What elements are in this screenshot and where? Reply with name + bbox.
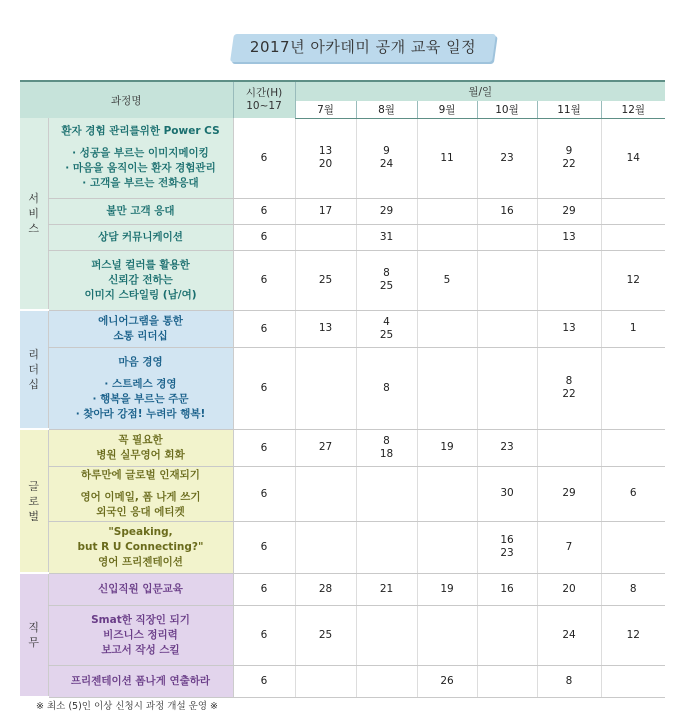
date-cell <box>537 429 601 466</box>
date-value: 8 <box>629 582 637 595</box>
date-value: 7 <box>565 540 573 553</box>
date-cell <box>537 250 601 310</box>
date-cell <box>295 573 356 605</box>
date-cell <box>417 347 477 429</box>
date-cell <box>356 605 417 665</box>
date-cell <box>601 347 665 429</box>
table-row <box>20 429 665 466</box>
date-cell <box>417 605 477 665</box>
course-name-cell <box>48 224 233 250</box>
date-value: 19 <box>440 441 454 453</box>
course-line: 소통 리더십 <box>113 329 168 342</box>
category-cell <box>20 429 48 573</box>
table-row <box>20 573 665 605</box>
date-cell <box>477 466 537 521</box>
category-label: 서비스 <box>28 192 40 235</box>
date-cell <box>417 118 477 198</box>
date-value: 26 <box>440 674 454 687</box>
date-cell <box>477 224 537 250</box>
date-value: 13 <box>562 322 576 334</box>
table-row <box>20 665 665 697</box>
course-line: · 고객을 부르는 전화응대 <box>82 177 199 190</box>
hours-cell: 6 <box>233 310 295 347</box>
course-line: 꼭 필요한 <box>118 433 163 446</box>
course-name-cell <box>48 347 233 429</box>
date-cell <box>295 347 356 429</box>
date-cell <box>477 521 537 573</box>
date-value: 25 <box>318 273 333 286</box>
date-value: 19 <box>440 582 454 595</box>
header-month: 10월 <box>477 101 537 118</box>
date-cell <box>356 224 417 250</box>
date-cell <box>477 198 537 224</box>
date-cell <box>537 665 601 697</box>
course-name-cell <box>48 573 233 605</box>
header-hours-label: 시간(H) <box>245 87 283 99</box>
date-cell <box>601 118 665 198</box>
course-name-cell <box>48 310 233 347</box>
header-hours <box>233 81 295 118</box>
date-cell <box>417 250 477 310</box>
date-cell <box>295 250 356 310</box>
table-row <box>20 466 665 521</box>
date-value: 9 <box>565 145 573 157</box>
date-value: 18 <box>379 447 394 460</box>
date-cell <box>477 347 537 429</box>
course-line: · 찾아라 강점! 누려라 행복! <box>75 407 206 420</box>
date-cell <box>295 224 356 250</box>
date-value: 16 <box>500 204 514 217</box>
header-month: 7월 <box>295 101 356 118</box>
date-value: 22 <box>562 388 576 400</box>
category-label: 직무 <box>28 621 40 649</box>
date-value: 22 <box>562 158 576 170</box>
date-cell <box>477 429 537 466</box>
hours-cell: 6 <box>233 665 295 697</box>
header-month: 8월 <box>356 101 417 118</box>
date-cell <box>417 224 477 250</box>
date-cell <box>356 429 417 466</box>
date-cell <box>295 521 356 573</box>
table-row <box>20 310 665 347</box>
course-line: 프리젠테이션 폼나게 연출하라 <box>70 674 211 687</box>
date-value: 8 <box>383 434 390 447</box>
date-cell <box>295 665 356 697</box>
header-course-name: 과정명 <box>20 81 233 118</box>
date-cell <box>356 573 417 605</box>
date-value: 17 <box>318 204 333 217</box>
date-value: 25 <box>379 328 394 341</box>
date-value: 28 <box>318 582 333 595</box>
hours-cell: 6 <box>233 118 295 198</box>
date-cell <box>601 466 665 521</box>
course-line: 보고서 작성 스킬 <box>101 643 180 656</box>
date-value: 23 <box>500 547 514 559</box>
date-cell <box>601 665 665 697</box>
course-line: · 성공을 부르는 이미지메이킹 <box>72 147 209 160</box>
date-value: 14 <box>626 151 640 164</box>
date-cell <box>295 429 356 466</box>
course-line: 마음 경영 <box>118 355 163 368</box>
table-row <box>20 605 665 665</box>
course-line: 에니어그램을 통한 <box>98 314 183 327</box>
title-banner <box>232 30 494 64</box>
course-line: 비즈니스 정리력 <box>103 628 178 641</box>
date-value: 29 <box>562 487 576 499</box>
course-line: 영어 프리젠테이션 <box>98 555 183 568</box>
course-line: 상담 커뮤니케이션 <box>98 230 183 243</box>
course-line: 외국인 응대 에티켓 <box>96 505 185 518</box>
date-value: 25 <box>379 280 394 292</box>
date-value: 29 <box>562 204 576 217</box>
course-line: 하루만에 글로벌 인재되기 <box>81 468 200 481</box>
hours-cell: 6 <box>233 466 295 521</box>
course-line: 이미지 스타일링 (남/여) <box>84 288 197 301</box>
schedule-table <box>20 80 665 698</box>
page-title: 2017년 아카데미 공개 교육 일정 <box>249 38 477 56</box>
date-cell <box>601 250 665 310</box>
date-cell <box>356 521 417 573</box>
date-value: 8 <box>383 267 390 279</box>
date-cell <box>537 605 601 665</box>
date-value: 8 <box>565 375 573 387</box>
date-cell <box>417 198 477 224</box>
date-cell <box>417 573 477 605</box>
course-name-cell <box>48 118 233 198</box>
date-value: 24 <box>562 628 576 641</box>
hours-cell: 6 <box>233 347 295 429</box>
date-cell <box>295 118 356 198</box>
course-line: · 행복을 부르는 주문 <box>92 392 189 405</box>
course-name-cell <box>48 605 233 665</box>
table-row <box>20 224 665 250</box>
table-row <box>20 250 665 310</box>
date-cell <box>356 665 417 697</box>
date-cell <box>477 573 537 605</box>
category-cell <box>20 310 48 429</box>
date-value: 27 <box>318 441 333 453</box>
course-name-cell <box>48 665 233 697</box>
date-cell <box>601 198 665 224</box>
date-cell <box>356 118 417 198</box>
course-name-cell <box>48 466 233 521</box>
date-cell <box>356 347 417 429</box>
date-cell <box>477 605 537 665</box>
category-label: 리더십 <box>28 348 40 391</box>
date-cell <box>601 310 665 347</box>
date-value: 13 <box>318 145 333 157</box>
date-cell <box>477 118 537 198</box>
date-value: 24 <box>379 158 394 170</box>
date-cell <box>537 118 601 198</box>
date-cell <box>537 347 601 429</box>
date-cell <box>295 198 356 224</box>
date-value: 1 <box>629 322 637 334</box>
date-value: 11 <box>440 151 454 164</box>
course-line: 병원 실무영어 회화 <box>96 448 185 461</box>
course-name-cell <box>48 250 233 310</box>
date-value: 29 <box>379 204 394 217</box>
date-value: 16 <box>500 534 514 546</box>
date-cell <box>356 310 417 347</box>
date-value: 16 <box>500 582 514 595</box>
course-line: but R U Connecting?" <box>77 540 204 553</box>
date-value: 30 <box>500 487 514 499</box>
table-row <box>20 521 665 573</box>
date-value: 20 <box>562 582 576 595</box>
date-cell <box>417 521 477 573</box>
date-cell <box>537 521 601 573</box>
course-name-cell <box>48 198 233 224</box>
header-hours-range: 10~17 <box>246 100 282 112</box>
date-value: 25 <box>318 628 333 641</box>
category-label: 글로벌 <box>28 479 40 523</box>
hours-cell: 6 <box>233 573 295 605</box>
date-cell <box>417 310 477 347</box>
header-month: 11월 <box>537 101 601 118</box>
date-cell <box>295 466 356 521</box>
date-cell <box>417 665 477 697</box>
course-line: 영어 이메일, 폼 나게 쓰기 <box>80 490 201 503</box>
date-cell <box>601 224 665 250</box>
date-cell <box>537 466 601 521</box>
date-value: 21 <box>379 582 394 595</box>
course-line: · 스트레스 경영 <box>104 377 177 390</box>
date-cell <box>537 198 601 224</box>
date-value: 9 <box>383 145 390 157</box>
footer-note: ※ 최소 (5)인 이상 신청시 과정 개설 운영 ※ <box>36 701 219 712</box>
date-cell <box>295 605 356 665</box>
course-line: "Speaking, <box>108 525 173 538</box>
course-name-cell <box>48 521 233 573</box>
date-cell <box>417 466 477 521</box>
date-value: 4 <box>383 315 390 328</box>
course-line: 환자 경험 관리를위한 Power CS <box>61 125 220 138</box>
date-cell <box>601 605 665 665</box>
date-value: 13 <box>562 230 576 243</box>
date-value: 12 <box>626 628 640 641</box>
course-line: 신뢰감 전하는 <box>108 273 173 286</box>
header-month-day: 월/일 <box>295 81 665 101</box>
hours-cell: 6 <box>233 429 295 466</box>
hours-cell: 6 <box>233 250 295 310</box>
date-cell <box>601 521 665 573</box>
course-line: Smat한 직장인 되기 <box>91 613 190 626</box>
table-row <box>20 347 665 429</box>
date-value: 23 <box>500 151 514 164</box>
date-cell <box>477 665 537 697</box>
date-cell <box>295 310 356 347</box>
date-cell <box>356 250 417 310</box>
date-value: 13 <box>318 322 333 334</box>
course-line: 퍼스널 컬러를 활용한 <box>91 258 190 271</box>
date-value: 12 <box>626 273 640 286</box>
date-cell <box>417 429 477 466</box>
category-cell <box>20 118 48 310</box>
date-value: 8 <box>383 381 390 394</box>
category-cell <box>20 573 48 697</box>
date-cell <box>537 224 601 250</box>
course-line: 불만 고객 응대 <box>106 204 175 217</box>
date-value: 20 <box>318 158 333 170</box>
date-value: 6 <box>629 487 637 499</box>
date-value: 23 <box>500 441 514 453</box>
date-value: 5 <box>443 273 451 286</box>
date-cell <box>537 573 601 605</box>
date-value: 31 <box>379 230 394 243</box>
hours-cell: 6 <box>233 605 295 665</box>
course-name-cell <box>48 429 233 466</box>
date-cell <box>477 250 537 310</box>
table-row <box>20 118 665 198</box>
header-month: 12월 <box>601 101 665 118</box>
hours-cell: 6 <box>233 224 295 250</box>
date-value: 8 <box>565 674 573 687</box>
date-cell <box>601 429 665 466</box>
date-cell <box>601 573 665 605</box>
date-cell <box>356 198 417 224</box>
table-row <box>20 198 665 224</box>
hours-cell: 6 <box>233 198 295 224</box>
course-line: · 마음을 움직이는 환자 경험관리 <box>65 162 216 175</box>
course-line: 신입직원 입문교육 <box>98 582 183 595</box>
date-cell <box>356 466 417 521</box>
header-month: 9월 <box>417 101 477 118</box>
date-cell <box>537 310 601 347</box>
date-cell <box>477 310 537 347</box>
hours-cell: 6 <box>233 521 295 573</box>
